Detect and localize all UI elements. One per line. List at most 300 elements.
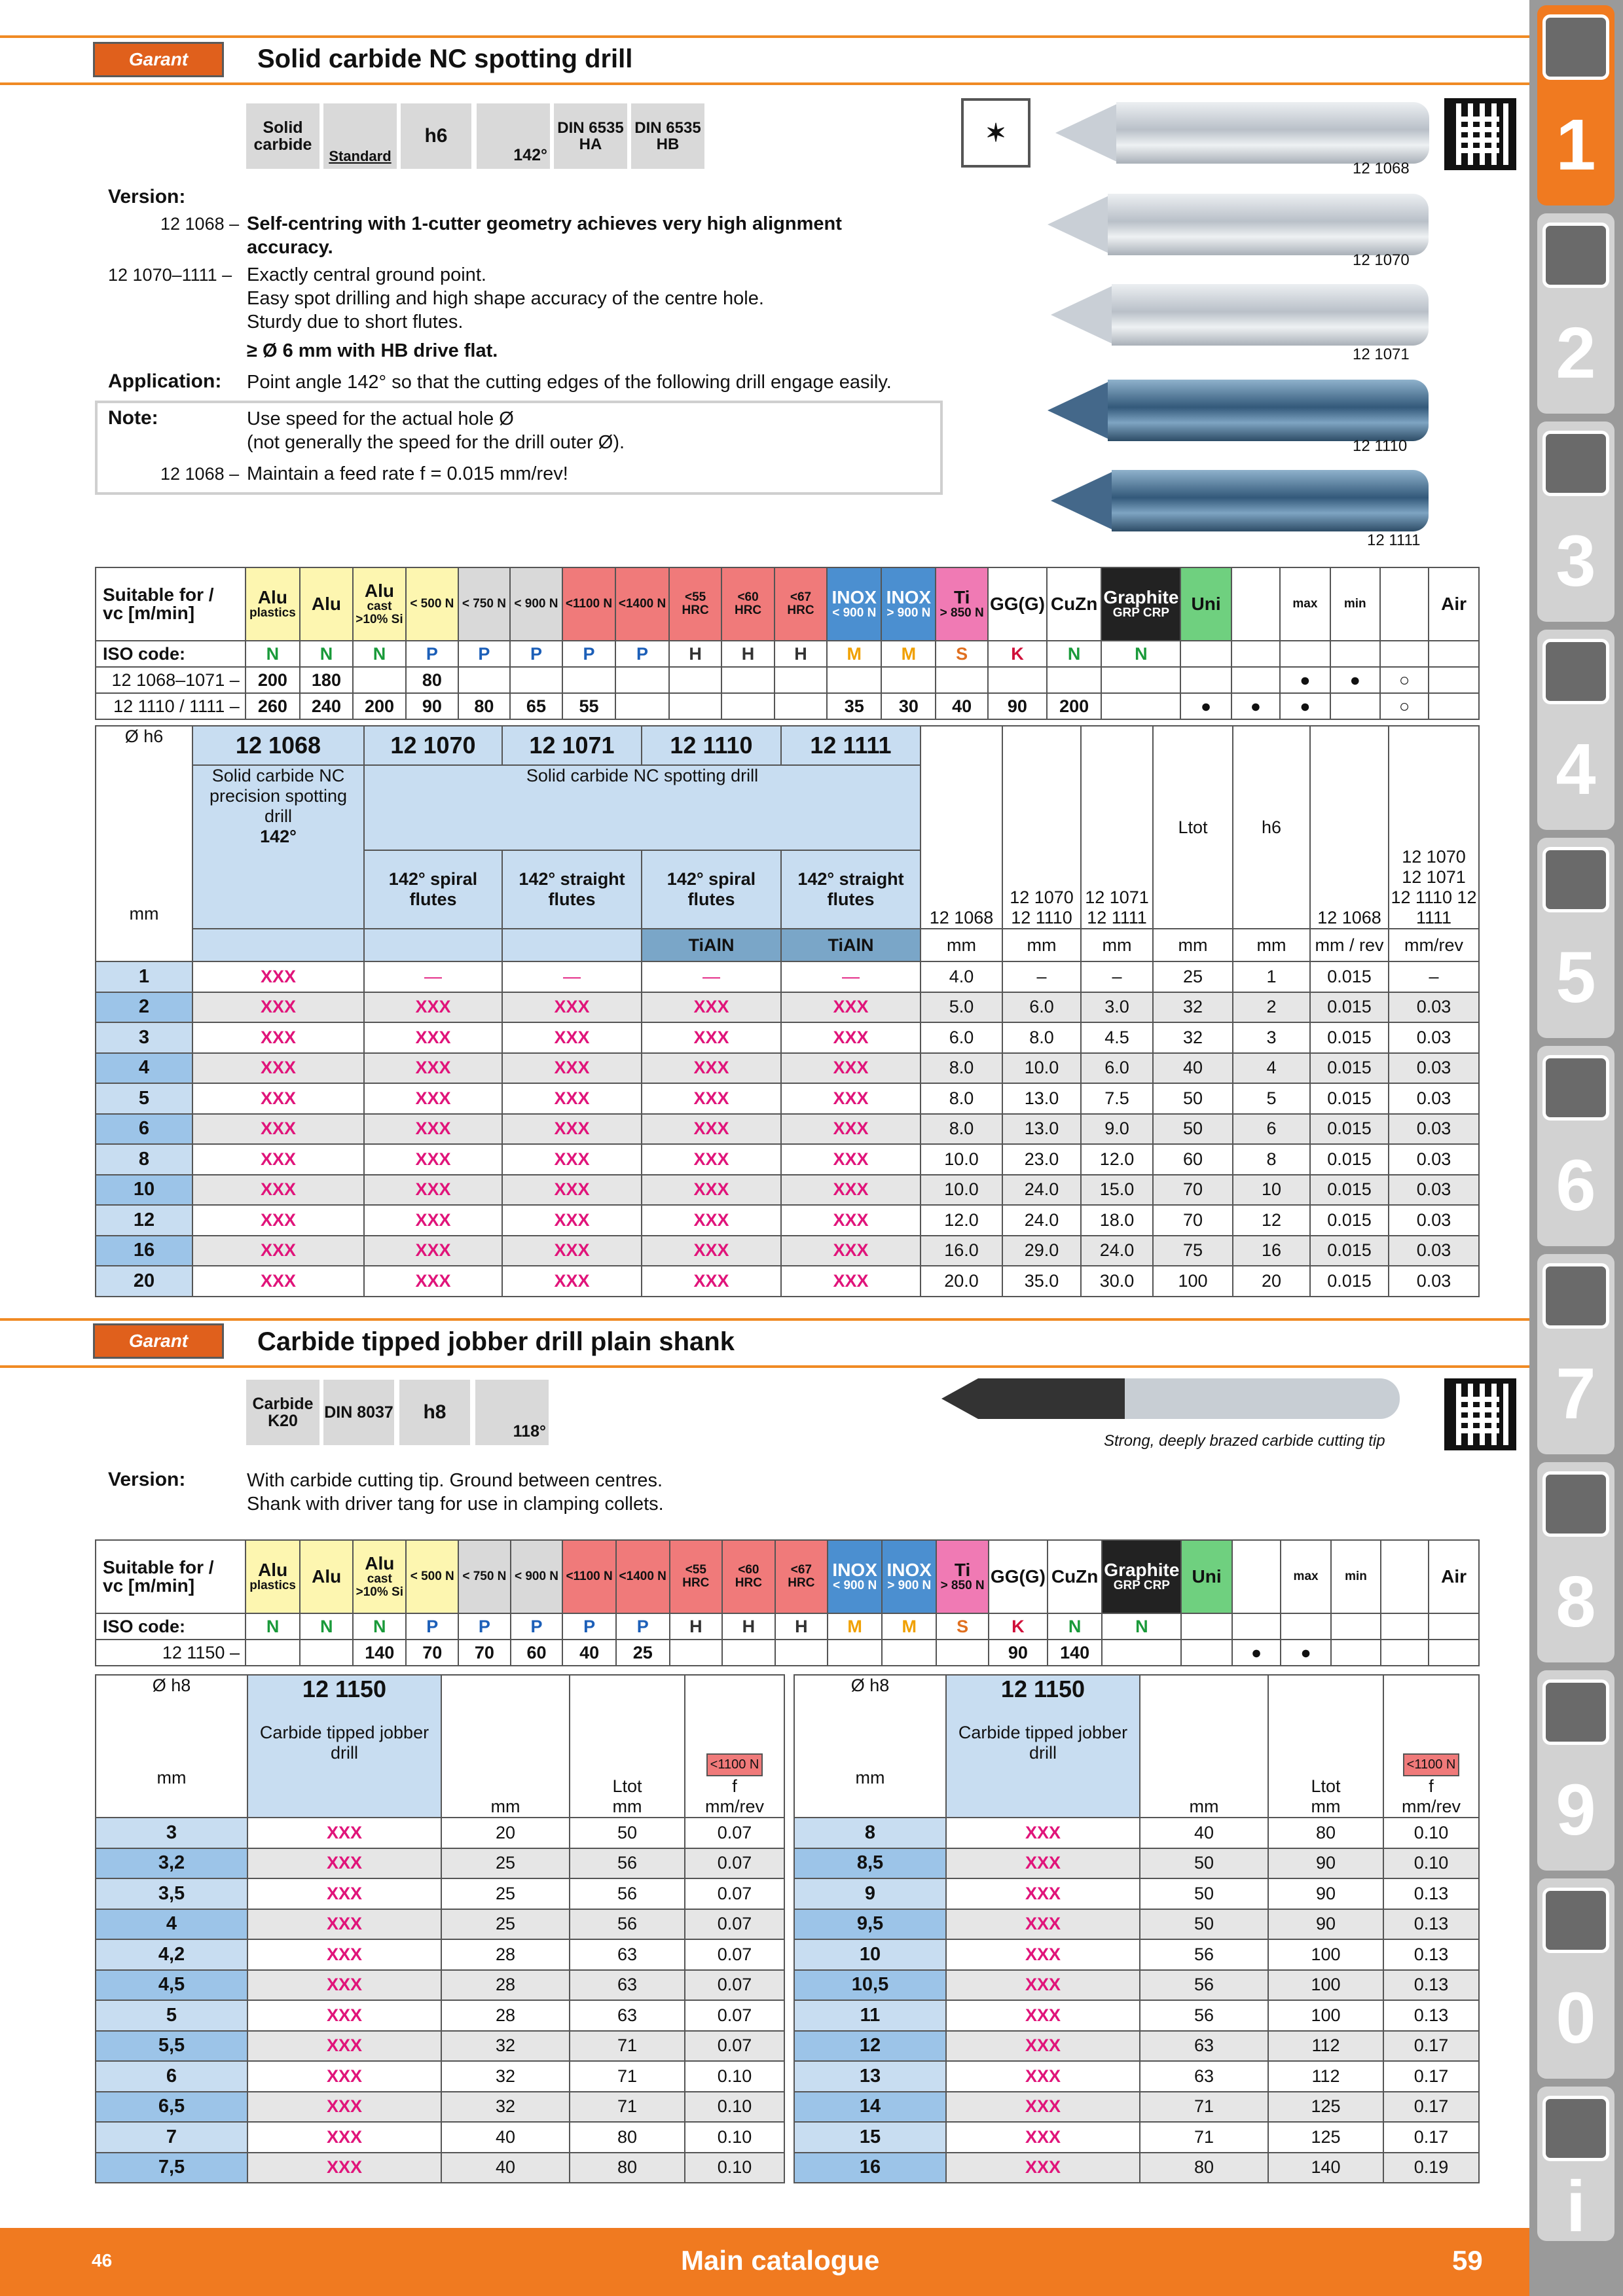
order-cell[interactable]: XXX <box>364 1144 502 1175</box>
chapter-tab-7[interactable] <box>1537 1254 1614 1454</box>
unit-label: mm <box>129 904 159 924</box>
value-cell: – <box>1389 961 1479 992</box>
value-cell: 28 <box>441 1939 570 1970</box>
value-cell: 0.07 <box>685 1939 784 1970</box>
iso-code <box>1232 1613 1281 1640</box>
unit-label: mm/rev <box>705 1797 764 1816</box>
vc-value <box>669 693 721 719</box>
order-cell[interactable]: XXX <box>192 1144 364 1175</box>
diameter-cell: 5 <box>96 2000 247 2031</box>
diameter-cell: 6,5 <box>96 2092 247 2123</box>
order-cell[interactable]: XXX <box>364 1266 502 1297</box>
order-cell[interactable]: XXX <box>247 2000 441 2031</box>
order-cell[interactable]: XXX <box>946 1848 1140 1879</box>
order-cell[interactable]: XXX <box>192 992 364 1023</box>
table-row <box>96 1848 784 1879</box>
order-cell[interactable]: XXX <box>192 1053 364 1084</box>
order-cell[interactable]: XXX <box>247 2153 441 2183</box>
sub-121071: 142° straight flutes <box>502 850 642 929</box>
material-spec: <60 HRC <box>734 590 762 617</box>
chapter-icon <box>1542 847 1609 912</box>
vc-value: 90 <box>988 693 1047 719</box>
iso-code <box>1381 1613 1429 1640</box>
chapter-number: 2 <box>1556 313 1596 393</box>
value-cell: 63 <box>1140 2061 1268 2092</box>
value-cell: 25 <box>1153 961 1233 992</box>
order-cell[interactable]: XXX <box>364 1083 502 1114</box>
value-cell: 20.0 <box>921 1266 1002 1297</box>
table-row <box>794 1939 1479 1970</box>
jobber-drill-photo <box>941 1378 1400 1419</box>
value-cell: 10.0 <box>921 1175 1002 1206</box>
unit-label: mm <box>921 929 1002 961</box>
value-cell: 71 <box>570 2061 685 2092</box>
vc-value <box>246 1640 300 1666</box>
article-121070: 12 1070 <box>364 726 502 765</box>
value-cell: 7.5 <box>1081 1083 1153 1114</box>
order-cell[interactable]: XXX <box>502 1083 642 1114</box>
order-cell[interactable]: XXX <box>946 1909 1140 1940</box>
diameter-cell: 11 <box>794 2000 946 2031</box>
order-cell[interactable]: XXX <box>781 1175 921 1206</box>
value-cell: 0.03 <box>1389 1266 1479 1297</box>
order-cell[interactable]: XXX <box>192 1114 364 1145</box>
value-cell: — <box>781 961 921 992</box>
section1-rule <box>0 82 1529 85</box>
iso-code: N <box>353 641 406 667</box>
table-row <box>96 2000 784 2031</box>
note-label: Note: <box>108 407 158 429</box>
diameter-cell: 13 <box>794 2061 946 2092</box>
vc-value <box>881 667 936 693</box>
table-row <box>96 1266 1479 1297</box>
order-cell[interactable]: XXX <box>946 2061 1140 2092</box>
value-cell: 20 <box>441 1818 570 1848</box>
order-cell[interactable]: XXX <box>364 1175 502 1206</box>
material-name: Alu <box>364 581 395 601</box>
note-code: 12 1068 – <box>160 464 240 484</box>
drill-tip-icon <box>1048 194 1113 255</box>
diameter-cell: 9 <box>794 1878 946 1909</box>
order-cell[interactable]: XXX <box>364 1236 502 1266</box>
order-cell[interactable]: XXX <box>364 1022 502 1053</box>
order-cell[interactable]: XXX <box>192 1236 364 1266</box>
v2-line3: Sturdy due to short flutes. <box>247 312 464 332</box>
colh-f-121068: 12 1068 <box>1310 726 1389 929</box>
value-cell: 90 <box>1268 1848 1383 1879</box>
iso-code: P <box>562 641 616 667</box>
iso-code <box>1380 641 1429 667</box>
chapter-tab-3[interactable] <box>1537 422 1614 622</box>
diameter-cell: 3,5 <box>96 1878 247 1909</box>
chapter-tab-8[interactable] <box>1537 1462 1614 1662</box>
photo-caption: 12 1070 <box>1353 251 1410 269</box>
iso-code: P <box>511 1613 563 1640</box>
order-cell[interactable]: XXX <box>502 1022 642 1053</box>
vc-value: 30 <box>881 693 936 719</box>
material-spec: <55 HRC <box>682 590 709 617</box>
value-cell: 0.015 <box>1310 1266 1389 1297</box>
value-cell: 5 <box>1233 1083 1310 1114</box>
value-cell: 90 <box>1268 1909 1383 1940</box>
drill-photo-121070 <box>1108 194 1429 255</box>
v2-line2: Easy spot drilling and high shape accuracy of the centre hole. <box>247 288 764 309</box>
chapter-tab-6[interactable] <box>1537 1046 1614 1246</box>
iso-code: N <box>1048 1613 1102 1640</box>
iso-code <box>1331 1613 1381 1640</box>
material-name: INOX <box>886 1560 932 1580</box>
hardness-badge: <1100 N <box>706 1753 763 1776</box>
top-rule <box>0 35 1529 38</box>
diameter-cell: 6 <box>96 2061 247 2092</box>
vc-row-code: 12 1150 – <box>96 1640 246 1666</box>
order-cell[interactable]: XXX <box>946 2031 1140 2062</box>
order-cell[interactable]: XXX <box>502 1114 642 1145</box>
drill-tip-icon <box>1051 470 1116 531</box>
desc-121068: Solid carbide NC precision spotting drill <box>209 766 348 826</box>
value-cell: 100 <box>1268 1939 1383 1970</box>
feed-label: f <box>732 1776 737 1796</box>
version-line1: With carbide cutting tip. Ground between centres. <box>247 1470 663 1491</box>
material-spec: min <box>1345 1570 1367 1583</box>
vc-value <box>353 667 406 693</box>
material-name: Ti <box>953 587 970 607</box>
v1-code: 12 1068 – <box>160 214 240 234</box>
photo-caption: 12 1111 <box>1367 531 1421 549</box>
section2-title: Carbide tipped jobber drill plain shank <box>257 1327 735 1356</box>
diameter-cell: 8 <box>794 1818 946 1848</box>
chapter-number: 5 <box>1556 937 1596 1018</box>
qr-code-icon[interactable] <box>1444 98 1516 170</box>
order-cell[interactable]: XXX <box>781 992 921 1023</box>
order-cell[interactable]: XXX <box>781 1053 921 1084</box>
order-cell[interactable]: XXX <box>192 1083 364 1114</box>
value-cell: 8.0 <box>921 1053 1002 1084</box>
chapter-number: 9 <box>1556 1770 1596 1850</box>
material-spec: <67 HRC <box>788 1563 815 1590</box>
order-cell[interactable]: XXX <box>781 1114 921 1145</box>
vc-value: 60 <box>511 1640 563 1666</box>
colh-121071: 12 1071 12 1111 <box>1081 726 1153 929</box>
value-cell: — <box>364 961 502 992</box>
vc-value: 35 <box>827 693 881 719</box>
value-cell: 28 <box>441 1970 570 2001</box>
order-cell[interactable]: XXX <box>946 1970 1140 2001</box>
table-row <box>96 1970 784 2001</box>
order-cell[interactable]: XXX <box>642 1205 781 1236</box>
vc-value: 40 <box>562 1640 616 1666</box>
order-cell[interactable]: XXX <box>946 2000 1140 2031</box>
order-cell[interactable]: XXX <box>781 1205 921 1236</box>
vc-row-code: 12 1068–1071 – <box>96 667 246 693</box>
order-cell[interactable]: XXX <box>946 2092 1140 2123</box>
order-cell[interactable]: XXX <box>247 2061 441 2092</box>
chapter-tab-1[interactable] <box>1537 5 1614 206</box>
chapter-tab-9[interactable] <box>1537 1670 1614 1871</box>
ltot-label: Ltot <box>612 1776 642 1796</box>
diameter-cell: 14 <box>794 2092 946 2123</box>
value-cell: 80 <box>1140 2153 1268 2183</box>
value-cell: 0.03 <box>1389 1022 1479 1053</box>
chapter-tab-5[interactable] <box>1537 838 1614 1038</box>
order-cell[interactable]: XXX <box>642 1022 781 1053</box>
value-cell: 63 <box>570 1939 685 1970</box>
table-row <box>96 1114 1479 1145</box>
value-cell: 71 <box>1140 2122 1268 2153</box>
v2-line1: Exactly central ground point. <box>247 264 486 285</box>
order-cell[interactable]: XXX <box>502 1144 642 1175</box>
order-cell[interactable]: XXX <box>247 1818 441 1848</box>
value-cell: 56 <box>570 1848 685 1879</box>
v2-code: 12 1070–1111 – <box>108 265 232 285</box>
diameter-cell: 7 <box>96 2122 247 2153</box>
order-cell[interactable]: XXX <box>192 1205 364 1236</box>
table-row <box>794 2122 1479 2153</box>
version-label: Version: <box>108 186 186 207</box>
material-spec: min <box>1343 597 1366 611</box>
material-name: INOX <box>831 587 877 607</box>
value-cell: 0.015 <box>1310 1022 1389 1053</box>
order-cell[interactable]: XXX <box>946 2153 1140 2183</box>
diameter-cell: 10 <box>96 1175 192 1206</box>
value-cell: 30.0 <box>1081 1266 1153 1297</box>
vc-value <box>775 1640 828 1666</box>
vc-value: 25 <box>616 1640 670 1666</box>
order-cell[interactable]: XXX <box>247 1909 441 1940</box>
value-cell: 125 <box>1268 2122 1383 2153</box>
chip-h8: h8 <box>399 1380 470 1445</box>
chapter-tab-4[interactable] <box>1537 630 1614 830</box>
vc-value <box>882 1640 936 1666</box>
vc-value <box>721 693 774 719</box>
order-cell[interactable]: XXX <box>502 1175 642 1206</box>
value-cell: 6.0 <box>921 1022 1002 1053</box>
table-row <box>794 1970 1479 2001</box>
value-cell: 8.0 <box>1002 1022 1081 1053</box>
chip-angle-118: 118° <box>475 1380 549 1445</box>
material-spec: < 900 N <box>514 597 558 611</box>
material-name: Air <box>1441 594 1467 614</box>
iso-code: K <box>989 1613 1048 1640</box>
chip-din-8037: DIN 8037 <box>323 1380 394 1445</box>
order-cell[interactable]: XXX <box>192 1175 364 1206</box>
chapter-tab-0[interactable] <box>1537 1878 1614 2079</box>
material-spec: > 850 N <box>939 606 984 620</box>
value-cell: 140 <box>1268 2153 1383 2183</box>
unit-label: mm <box>156 1768 187 1787</box>
iso-code: P <box>562 1613 616 1640</box>
order-cell[interactable]: XXX <box>781 1266 921 1297</box>
value-cell: 28 <box>441 2000 570 2031</box>
order-cell[interactable]: XXX <box>247 1939 441 1970</box>
vc-value: 70 <box>406 1640 458 1666</box>
iso-code: P <box>615 641 669 667</box>
order-cell[interactable]: XXX <box>364 992 502 1023</box>
value-cell: 0.07 <box>685 2000 784 2031</box>
material-spec: GRP CRP <box>1113 1579 1170 1592</box>
order-cell[interactable]: XXX <box>946 1818 1140 1848</box>
order-cell[interactable]: XXX <box>247 1970 441 2001</box>
diameter-cell: 10,5 <box>794 1970 946 2001</box>
vc-value <box>827 667 881 693</box>
order-cell[interactable]: XXX <box>247 1848 441 1879</box>
order-cell[interactable]: XXX <box>781 1022 921 1053</box>
iso-code: P <box>616 1613 670 1640</box>
value-cell: 0.10 <box>685 2153 784 2183</box>
value-cell: 4.5 <box>1081 1022 1153 1053</box>
order-cell[interactable]: XXX <box>781 1144 921 1175</box>
material-table-1 <box>95 567 1480 720</box>
order-cell[interactable]: XXX <box>502 1205 642 1236</box>
diameter-cell: 4,2 <box>96 1939 247 1970</box>
order-cell[interactable]: XXX <box>642 1175 781 1206</box>
order-cell[interactable]: XXX <box>642 1053 781 1084</box>
iso-code: P <box>406 1613 458 1640</box>
value-cell: 0.015 <box>1310 1144 1389 1175</box>
diameter-header: Ø h6 <box>124 726 164 746</box>
iso-code: H <box>670 1613 723 1640</box>
order-cell[interactable]: XXX <box>192 1022 364 1053</box>
order-cell[interactable]: XXX <box>247 2122 441 2153</box>
diameter-cell: 16 <box>794 2153 946 2183</box>
order-cell[interactable]: XXX <box>192 1266 364 1297</box>
unit-label: mm <box>1081 929 1153 961</box>
value-cell: 0.015 <box>1310 1205 1389 1236</box>
order-cell[interactable]: XXX <box>247 1878 441 1909</box>
value-cell: 56 <box>570 1878 685 1909</box>
chapter-icon <box>1542 14 1609 80</box>
vc-value <box>1429 693 1479 719</box>
order-cell[interactable]: XXX <box>247 2092 441 2123</box>
value-cell: 0.03 <box>1389 992 1479 1023</box>
iso-code: P <box>458 641 511 667</box>
order-cell[interactable]: XXX <box>642 1266 781 1297</box>
chapter-number: 6 <box>1556 1145 1596 1226</box>
hardness-badge: <1100 N <box>1403 1753 1460 1776</box>
value-cell: 12.0 <box>921 1205 1002 1236</box>
drill-photo-121111 <box>1112 470 1429 531</box>
chip-din-ha: DIN 6535 HA <box>554 103 627 169</box>
unit-label: mm/rev <box>1402 1797 1461 1816</box>
order-cell[interactable]: XXX <box>502 1236 642 1266</box>
order-cell[interactable]: XXX <box>247 2031 441 2062</box>
order-cell[interactable]: XXX <box>781 1236 921 1266</box>
vc-label: vc [m/min] <box>103 1575 195 1596</box>
chapter-tab-i[interactable] <box>1537 2087 1614 2247</box>
material-spec: <60 HRC <box>735 1563 762 1590</box>
article-121111: 12 1111 <box>781 726 921 765</box>
vc-value <box>1102 1640 1181 1666</box>
catalogue-title: Main catalogue <box>681 2245 880 2276</box>
material-name: Ti <box>954 1560 971 1580</box>
value-cell: 8.0 <box>921 1083 1002 1114</box>
value-cell: 0.10 <box>1383 1818 1479 1848</box>
chip-din-hb: DIN 6535 HB <box>631 103 704 169</box>
value-cell: 50 <box>1140 1909 1268 1940</box>
vc-value <box>1181 1640 1231 1666</box>
chapter-number: 0 <box>1556 1978 1596 2058</box>
qr-code-icon[interactable] <box>1444 1378 1516 1450</box>
material-name: Alu <box>365 1553 395 1573</box>
order-cell[interactable]: XXX <box>502 1053 642 1084</box>
value-cell: – <box>1081 961 1153 992</box>
material-spec: < 750 N <box>462 1570 507 1583</box>
vc-value <box>1429 1640 1479 1666</box>
table-row <box>96 2092 784 2123</box>
version-line2: Shank with driver tang for use in clamping collets. <box>247 1494 664 1515</box>
chapter-number: 3 <box>1556 521 1596 601</box>
order-cell[interactable]: XXX <box>781 1083 921 1114</box>
value-cell: 63 <box>570 2000 685 2031</box>
value-cell: 0.03 <box>1389 1053 1479 1084</box>
order-cell[interactable]: XXX <box>946 1939 1140 1970</box>
left-page-number: 46 <box>92 2250 113 2270</box>
table-row <box>96 1144 1479 1175</box>
value-cell: 0.03 <box>1389 1114 1479 1145</box>
iso-code <box>1280 641 1330 667</box>
application-text: Point angle 142° so that the cutting edges of the following drill engage easily. <box>247 372 892 393</box>
unit-label: mm <box>1002 929 1081 961</box>
order-cell[interactable]: XXX <box>642 1144 781 1175</box>
section2-top-rule <box>0 1318 1529 1321</box>
iso-code <box>1231 641 1280 667</box>
diameter-cell: 1 <box>96 961 192 992</box>
chapter-tab-2[interactable] <box>1537 213 1614 414</box>
order-cell[interactable]: XXX <box>642 1236 781 1266</box>
chapter-number: i <box>1565 2166 1586 2247</box>
value-cell: 40 <box>441 2122 570 2153</box>
diameter-cell: 3,2 <box>96 1848 247 1879</box>
order-cell[interactable]: XXX <box>502 992 642 1023</box>
value-cell: 0.07 <box>685 1909 784 1940</box>
unit-label: mm <box>612 1797 642 1816</box>
order-cell[interactable]: XXX <box>642 992 781 1023</box>
value-cell: 0.03 <box>1389 1144 1479 1175</box>
value-cell: 50 <box>570 1818 685 1848</box>
order-cell[interactable]: XXX <box>192 961 364 992</box>
order-cell[interactable]: XXX <box>364 1205 502 1236</box>
table-row <box>96 1083 1479 1114</box>
iso-code <box>1281 1613 1331 1640</box>
material-spec: <1400 N <box>618 597 666 611</box>
value-cell: 12.0 <box>1081 1144 1153 1175</box>
iso-code: M <box>828 1613 882 1640</box>
iso-code: S <box>936 1613 989 1640</box>
unit-label: mm <box>1311 1797 1341 1816</box>
diameter-cell: 4 <box>96 1909 247 1940</box>
order-cell[interactable]: XXX <box>364 1114 502 1145</box>
order-cell[interactable]: XXX <box>642 1114 781 1145</box>
order-cell[interactable]: XXX <box>502 1266 642 1297</box>
order-cell[interactable]: XXX <box>364 1053 502 1084</box>
value-cell: 56 <box>570 1909 685 1940</box>
material-spec: cast >10% Si <box>356 600 403 626</box>
order-cell[interactable]: XXX <box>642 1083 781 1114</box>
order-cell[interactable]: XXX <box>946 1878 1140 1909</box>
drill-tip-icon <box>1048 380 1113 441</box>
diameter-cell: 15 <box>794 2122 946 2153</box>
value-cell: 6.0 <box>1002 992 1081 1023</box>
value-cell: 4.0 <box>921 961 1002 992</box>
value-cell: 0.07 <box>685 2031 784 2062</box>
vc-label: vc [m/min] <box>103 603 195 623</box>
value-cell: 6 <box>1233 1114 1310 1145</box>
order-cell[interactable]: XXX <box>946 2122 1140 2153</box>
vc-value: ○ <box>1380 693 1429 719</box>
unit-label: mm <box>441 1675 570 1818</box>
article-121110: 12 1110 <box>642 726 781 765</box>
value-cell: 25 <box>441 1848 570 1879</box>
